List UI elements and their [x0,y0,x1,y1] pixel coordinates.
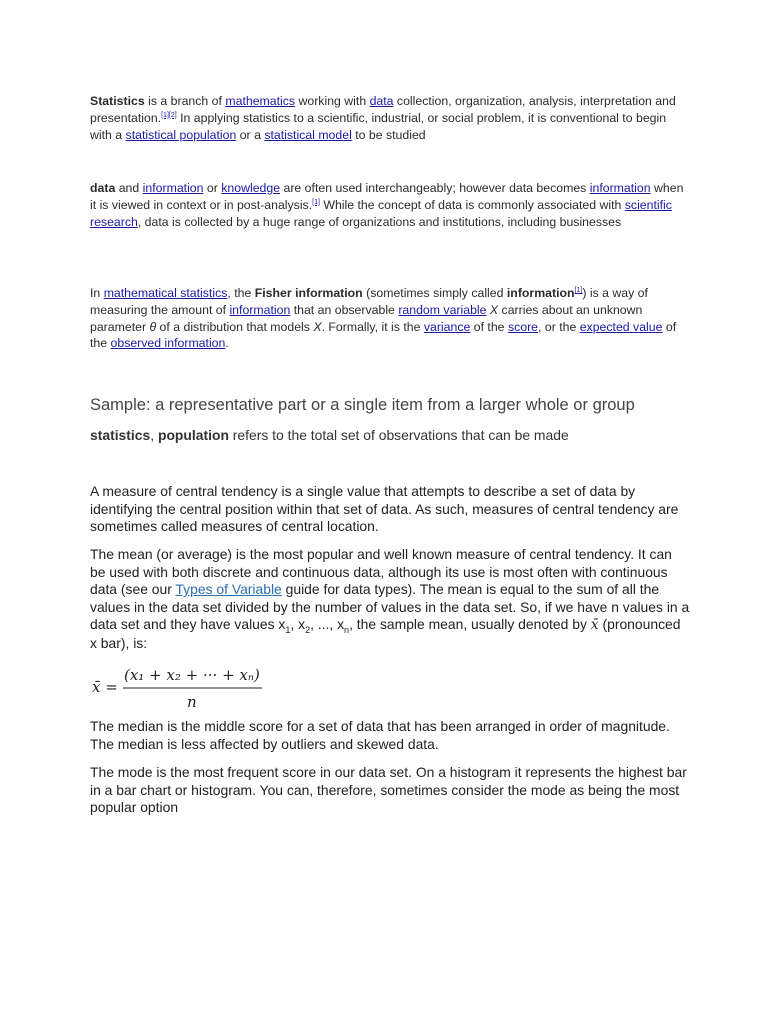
mean-formula [90,662,290,712]
sample-heading: Sample: a representative part or a single item from a larger whole or group [90,396,635,414]
text: of a distribution that models [156,319,314,334]
link-information[interactable]: information [229,302,291,317]
link-statistical-model[interactable]: statistical model [264,127,352,142]
var-x: X [489,302,499,317]
text: collection, organization, analysis, interpretation and presentation. [90,94,676,125]
text: ) is a way of measuring the amount of [90,286,648,317]
link-statistical-population[interactable]: statistical population [125,127,237,142]
link-types-of-variable[interactable]: Types of Variable [175,581,282,598]
text: (sometimes simply called [362,286,507,300]
median-paragraph: The median is the middle score for a set of data that has been arranged in order of magnitude. The median is less affected by outliers and skewed data. [90,718,670,752]
text: are often used interchangeably; however data becomes [280,181,590,195]
mode-paragraph: The mode is the most frequent score in our data set. On a histogram it represents the highest bar in a bar chart or histogram. You can, therefore, sometimes consider the mode as being the most popular option [90,764,687,816]
text: (pronounced x bar), is: [90,616,681,651]
subscript: n [344,625,350,636]
term-information: information [506,286,575,300]
text: to be studied [351,127,426,142]
link-expected-value[interactable]: expected value [579,319,663,334]
formula-denominator: n [187,693,197,711]
statistics-paragraph [90,93,690,143]
text: , data is collected by a huge range of organizations and institutions, including businesses [137,214,622,229]
link-data[interactable]: data [369,94,394,108]
population-paragraph [90,427,690,445]
var-theta: θ [149,319,157,334]
text: that an observable [290,302,399,317]
text: The mean (or average) is the most popular and well known measure of central tendency. It can be used with both discrete and continuous data, although its use is most often with continuous data (see our [90,546,672,598]
text: While the concept of data is commonly associated with [319,197,625,212]
link-information-2[interactable]: information [589,181,651,195]
mean-paragraph [90,546,690,653]
text: , the sample mean, usually denoted by [349,616,591,633]
term-fisher-information: Fisher information [254,286,363,300]
text: In applying statistics to a scientific, industrial, or social problem, it is conventional to begin with a [90,110,667,142]
text: when it is viewed in context or in post-analysis. [90,181,684,212]
link-mathematical-statistics[interactable]: mathematical statistics [103,286,228,300]
subscript: 1 [285,625,291,636]
text: guide for data types). The mean is equal to the sum of all the values in the data set divided by the number of values in the data set. So, if we have n values in a data set and they have values x [90,581,690,633]
term-statistics: statistics [90,427,151,443]
text: , or the [538,319,580,334]
text: or a [236,127,265,142]
text: is a branch of [144,94,226,108]
text: working with [295,94,370,108]
formula-numerator: (x₁ + x₂ + ··· + xₙ) [124,666,260,684]
text: , [150,427,158,443]
link-mathematics[interactable]: mathematics [225,94,296,108]
link-scientific-research[interactable]: scientific research [90,197,672,229]
citation-link[interactable]: [1] [312,198,320,206]
term-population: population [157,427,229,443]
fisher-paragraph [90,285,690,352]
formula-lhs: x̄ = [92,678,118,696]
text: or [203,181,222,195]
text: In [90,286,104,300]
text: and [115,181,143,195]
data-paragraph [90,180,690,230]
citation-link[interactable]: [1][2] [161,111,177,119]
text: . Formally, it is the [321,319,424,334]
term-data: data [90,181,116,195]
var-x: X [313,319,322,334]
link-knowledge[interactable]: knowledge [221,181,281,195]
text: . [225,336,229,351]
link-score[interactable]: score [507,319,539,334]
text: of the [90,319,677,351]
text: carries about an unknown parameter [90,302,643,334]
term-statistics: Statistics [90,94,145,108]
text: refers to the total set of observations that can be made [228,427,569,443]
text: of the [470,319,508,334]
link-variance[interactable]: variance [423,319,471,334]
link-random-variable[interactable]: random variable [398,302,487,317]
link-information[interactable]: information [142,181,204,195]
central-tendency-paragraph: A measure of central tendency is a single value that attempts to describe a set of data by identifying the central position within that set of data. As such, measures of central tendency are sometimes called measures of central location. [90,483,679,535]
symbol-xbar: x̄ [590,617,599,634]
text: , the [227,286,255,300]
text: , x [290,616,306,633]
citation-link[interactable]: [1] [574,286,583,294]
subscript: 2 [305,625,311,636]
text: , ..., x [310,616,345,633]
link-observed-information[interactable]: observed information [110,336,226,351]
